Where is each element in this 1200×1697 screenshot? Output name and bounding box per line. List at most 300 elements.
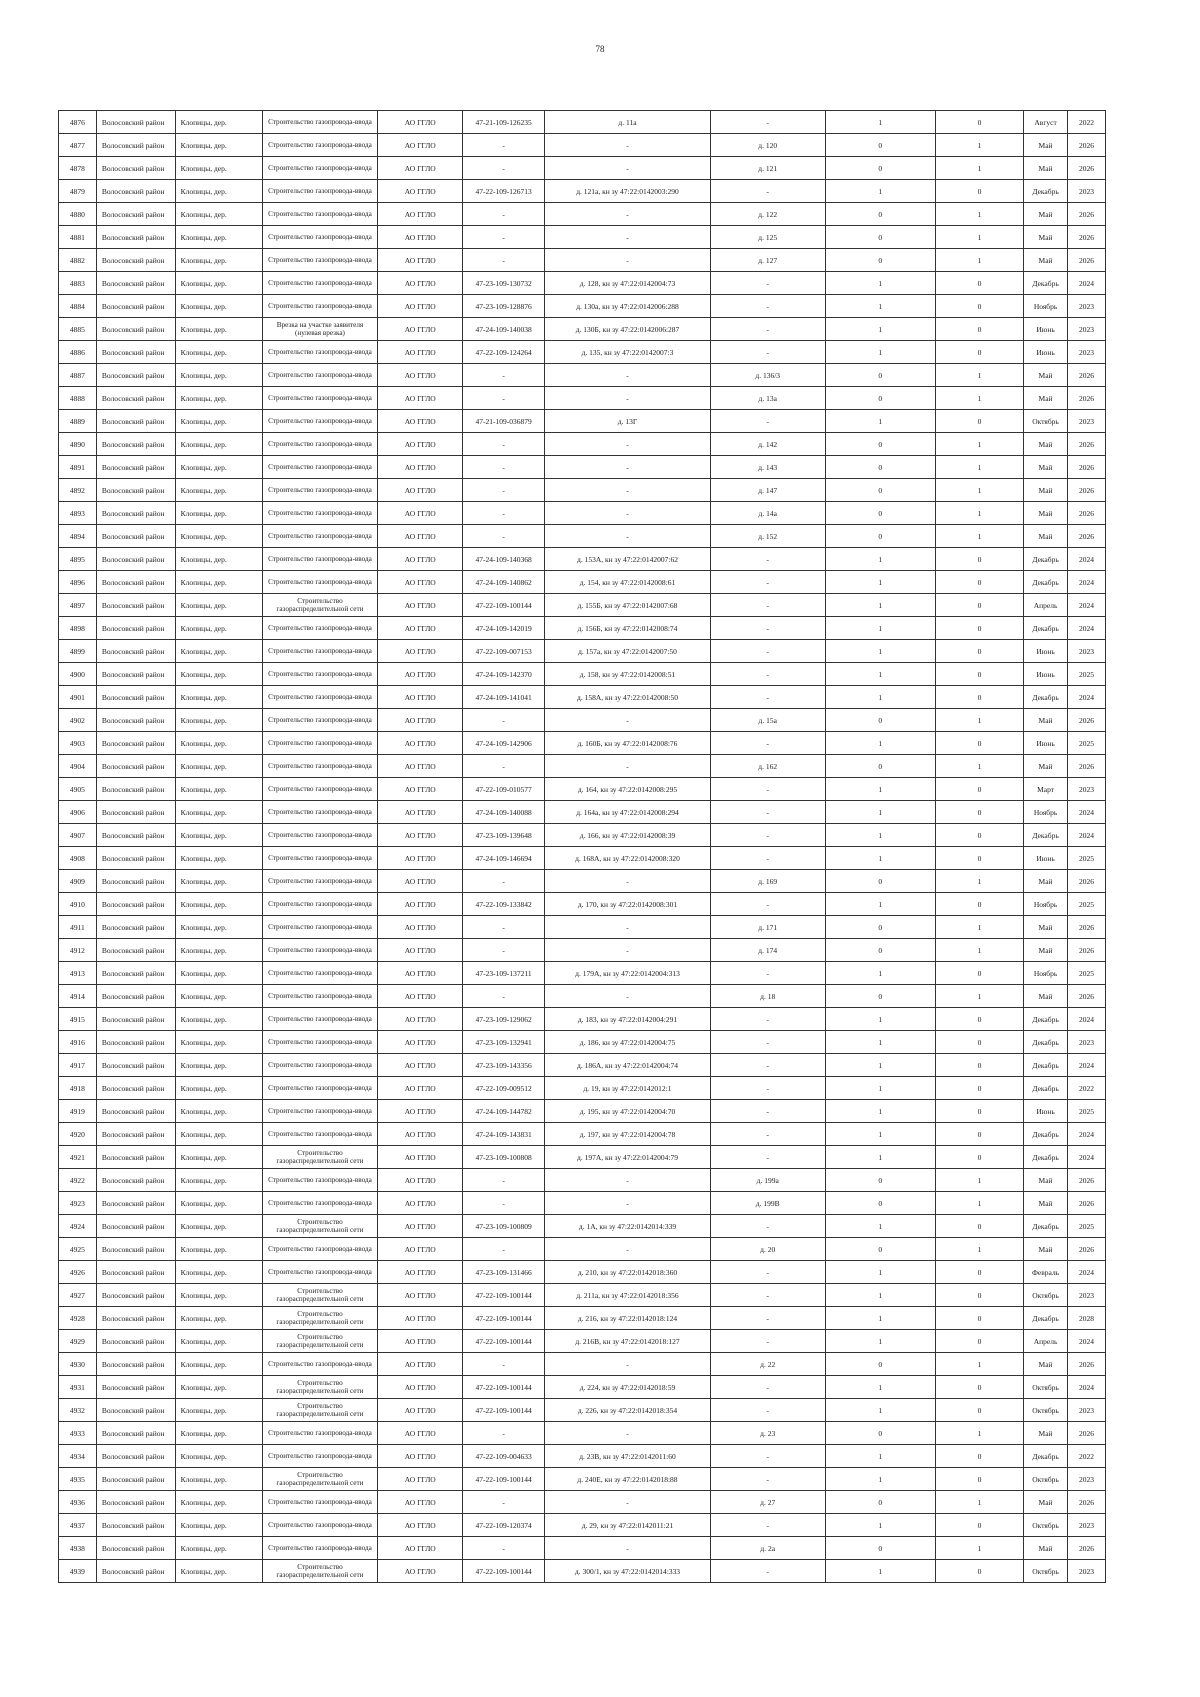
address-cell: д. 29, кн зу 47:22:0142011:21 xyxy=(545,1514,711,1537)
count-a-cell: 1 xyxy=(825,663,936,686)
plan-address-cell: - xyxy=(710,1399,825,1422)
plan-address-cell: - xyxy=(710,893,825,916)
table-row xyxy=(59,962,1106,985)
month-cell: Май xyxy=(1024,456,1068,479)
contract-number-cell: 47-23-109-139648 xyxy=(463,824,545,847)
count-a-cell: 0 xyxy=(825,985,936,1008)
address-cell: - xyxy=(545,1192,711,1215)
count-a-cell: 1 xyxy=(825,571,936,594)
month-cell: Май xyxy=(1024,134,1068,157)
settlement-cell: Клопицы, дер. xyxy=(175,548,262,571)
row-number-cell: 4879 xyxy=(59,180,97,203)
table-row xyxy=(59,1376,1106,1399)
count-b-cell: 0 xyxy=(936,893,1024,916)
work-type-cell: Строительство газопровода-ввода xyxy=(262,663,378,686)
district-cell: Волосовский район xyxy=(96,1123,175,1146)
count-b-cell: 0 xyxy=(936,594,1024,617)
address-cell: д. 153А, кн зу 47:22:0142007:62 xyxy=(545,548,711,571)
count-a-cell: 0 xyxy=(825,249,936,272)
row-number-cell: 4935 xyxy=(59,1468,97,1491)
count-b-cell: 0 xyxy=(936,847,1024,870)
contract-number-cell: - xyxy=(463,1491,545,1514)
table-row xyxy=(59,364,1106,387)
district-cell: Волосовский район xyxy=(96,1353,175,1376)
month-cell: Декабрь xyxy=(1024,1077,1068,1100)
table-row xyxy=(59,663,1106,686)
contract-number-cell: 47-22-109-010577 xyxy=(463,778,545,801)
year-cell: 2026 xyxy=(1068,709,1106,732)
contract-number-cell: 47-22-109-124264 xyxy=(463,341,545,364)
work-type-cell: Строительство газораспределительной сети xyxy=(262,1376,378,1399)
year-cell: 2024 xyxy=(1068,1261,1106,1284)
settlement-cell: Клопицы, дер. xyxy=(175,1169,262,1192)
count-a-cell: 1 xyxy=(825,594,936,617)
settlement-cell: Клопицы, дер. xyxy=(175,893,262,916)
row-number-cell: 4937 xyxy=(59,1514,97,1537)
row-number-cell: 4910 xyxy=(59,893,97,916)
district-cell: Волосовский район xyxy=(96,157,175,180)
row-number-cell: 4922 xyxy=(59,1169,97,1192)
address-cell: д. 158, кн зу 47:22:0142008:51 xyxy=(545,663,711,686)
month-cell: Май xyxy=(1024,755,1068,778)
district-cell: Волосовский район xyxy=(96,1330,175,1353)
count-b-cell: 1 xyxy=(936,364,1024,387)
settlement-cell: Клопицы, дер. xyxy=(175,1468,262,1491)
count-a-cell: 1 xyxy=(825,640,936,663)
organization-cell: АО ГГЛО xyxy=(378,203,463,226)
count-b-cell: 1 xyxy=(936,1238,1024,1261)
year-cell: 2023 xyxy=(1068,295,1106,318)
year-cell: 2026 xyxy=(1068,985,1106,1008)
settlement-cell: Клопицы, дер. xyxy=(175,1031,262,1054)
settlement-cell: Клопицы, дер. xyxy=(175,939,262,962)
row-number-cell: 4925 xyxy=(59,1238,97,1261)
district-cell: Волосовский район xyxy=(96,1261,175,1284)
count-b-cell: 1 xyxy=(936,1169,1024,1192)
year-cell: 2023 xyxy=(1068,180,1106,203)
address-cell: д. 186А, кн зу 47:22:0142004:74 xyxy=(545,1054,711,1077)
row-number-cell: 4882 xyxy=(59,249,97,272)
count-b-cell: 0 xyxy=(936,111,1024,134)
year-cell: 2024 xyxy=(1068,571,1106,594)
count-a-cell: 0 xyxy=(825,709,936,732)
month-cell: Июнь xyxy=(1024,1100,1068,1123)
contract-number-cell: 47-22-109-100144 xyxy=(463,1376,545,1399)
address-cell: - xyxy=(545,916,711,939)
work-type-cell: Строительство газопровода-ввода xyxy=(262,180,378,203)
plan-address-cell: д. 121 xyxy=(710,157,825,180)
year-cell: 2023 xyxy=(1068,1399,1106,1422)
contract-number-cell: 47-24-109-140368 xyxy=(463,548,545,571)
contract-number-cell: - xyxy=(463,939,545,962)
organization-cell: АО ГГЛО xyxy=(378,433,463,456)
district-cell: Волосовский район xyxy=(96,272,175,295)
row-number-cell: 4897 xyxy=(59,594,97,617)
plan-address-cell: - xyxy=(710,617,825,640)
work-type-cell: Строительство газопровода-ввода xyxy=(262,272,378,295)
contract-number-cell: - xyxy=(463,249,545,272)
count-a-cell: 1 xyxy=(825,1445,936,1468)
row-number-cell: 4926 xyxy=(59,1261,97,1284)
year-cell: 2024 xyxy=(1068,1008,1106,1031)
table-row xyxy=(59,295,1106,318)
organization-cell: АО ГГЛО xyxy=(378,479,463,502)
district-cell: Волосовский район xyxy=(96,364,175,387)
work-type-cell: Строительство газопровода-ввода xyxy=(262,1192,378,1215)
work-type-cell: Строительство газопровода-ввода xyxy=(262,387,378,410)
settlement-cell: Клопицы, дер. xyxy=(175,663,262,686)
district-cell: Волосовский район xyxy=(96,134,175,157)
organization-cell: АО ГГЛО xyxy=(378,571,463,594)
year-cell: 2023 xyxy=(1068,1284,1106,1307)
contract-number-cell: - xyxy=(463,1422,545,1445)
organization-cell: АО ГГЛО xyxy=(378,1330,463,1353)
month-cell: Декабрь xyxy=(1024,1146,1068,1169)
district-cell: Волосовский район xyxy=(96,180,175,203)
work-type-cell: Строительство газораспределительной сети xyxy=(262,1284,378,1307)
row-number-cell: 4901 xyxy=(59,686,97,709)
contract-number-cell: 47-22-109-120374 xyxy=(463,1514,545,1537)
work-type-cell: Строительство газопровода-ввода xyxy=(262,709,378,732)
table-row xyxy=(59,1192,1106,1215)
contract-number-cell: 47-24-109-142370 xyxy=(463,663,545,686)
table-row xyxy=(59,272,1106,295)
work-type-cell: Строительство газопровода-ввода xyxy=(262,824,378,847)
count-a-cell: 0 xyxy=(825,157,936,180)
month-cell: Май xyxy=(1024,226,1068,249)
table-row xyxy=(59,617,1106,640)
address-cell: д. 164, кн зу 47:22:0142008:295 xyxy=(545,778,711,801)
district-cell: Волосовский район xyxy=(96,1238,175,1261)
table-row xyxy=(59,1123,1106,1146)
settlement-cell: Клопицы, дер. xyxy=(175,1330,262,1353)
count-a-cell: 1 xyxy=(825,801,936,824)
count-b-cell: 1 xyxy=(936,939,1024,962)
district-cell: Волосовский район xyxy=(96,1468,175,1491)
district-cell: Волосовский район xyxy=(96,1054,175,1077)
row-number-cell: 4921 xyxy=(59,1146,97,1169)
settlement-cell: Клопицы, дер. xyxy=(175,387,262,410)
organization-cell: АО ГГЛО xyxy=(378,985,463,1008)
settlement-cell: Клопицы, дер. xyxy=(175,410,262,433)
count-b-cell: 0 xyxy=(936,778,1024,801)
table-row xyxy=(59,249,1106,272)
address-cell: - xyxy=(545,433,711,456)
settlement-cell: Клопицы, дер. xyxy=(175,1399,262,1422)
address-cell: - xyxy=(545,157,711,180)
district-cell: Волосовский район xyxy=(96,617,175,640)
organization-cell: АО ГГЛО xyxy=(378,295,463,318)
organization-cell: АО ГГЛО xyxy=(378,1537,463,1560)
settlement-cell: Клопицы, дер. xyxy=(175,1491,262,1514)
count-b-cell: 1 xyxy=(936,1537,1024,1560)
count-b-cell: 0 xyxy=(936,1560,1024,1583)
work-type-cell: Строительство газопровода-ввода xyxy=(262,1422,378,1445)
address-cell: д. 216, кн зу 47:22:0142018:124 xyxy=(545,1307,711,1330)
count-b-cell: 1 xyxy=(936,387,1024,410)
organization-cell: АО ГГЛО xyxy=(378,1146,463,1169)
year-cell: 2023 xyxy=(1068,1468,1106,1491)
plan-address-cell: д. 142 xyxy=(710,433,825,456)
row-number-cell: 4891 xyxy=(59,456,97,479)
contract-number-cell: 47-22-109-100144 xyxy=(463,1284,545,1307)
settlement-cell: Клопицы, дер. xyxy=(175,433,262,456)
plan-address-cell: - xyxy=(710,1100,825,1123)
work-type-cell: Строительство газораспределительной сети xyxy=(262,1146,378,1169)
contract-number-cell: 47-22-109-004633 xyxy=(463,1445,545,1468)
organization-cell: АО ГГЛО xyxy=(378,1376,463,1399)
plan-address-cell: - xyxy=(710,847,825,870)
year-cell: 2023 xyxy=(1068,778,1106,801)
settlement-cell: Клопицы, дер. xyxy=(175,1560,262,1583)
table-row xyxy=(59,1399,1106,1422)
row-number-cell: 4915 xyxy=(59,1008,97,1031)
month-cell: Июнь xyxy=(1024,663,1068,686)
contract-number-cell: - xyxy=(463,916,545,939)
contract-number-cell: 47-23-109-100809 xyxy=(463,1215,545,1238)
month-cell: Апрель xyxy=(1024,594,1068,617)
plan-address-cell: - xyxy=(710,1284,825,1307)
address-cell: д. 166, кн зу 47:22:0142008:39 xyxy=(545,824,711,847)
row-number-cell: 4894 xyxy=(59,525,97,548)
settlement-cell: Клопицы, дер. xyxy=(175,1215,262,1238)
settlement-cell: Клопицы, дер. xyxy=(175,525,262,548)
month-cell: Июнь xyxy=(1024,847,1068,870)
organization-cell: АО ГГЛО xyxy=(378,1031,463,1054)
year-cell: 2022 xyxy=(1068,1077,1106,1100)
organization-cell: АО ГГЛО xyxy=(378,1353,463,1376)
table-row xyxy=(59,525,1106,548)
count-a-cell: 1 xyxy=(825,1307,936,1330)
organization-cell: АО ГГЛО xyxy=(378,502,463,525)
organization-cell: АО ГГЛО xyxy=(378,663,463,686)
row-number-cell: 4900 xyxy=(59,663,97,686)
plan-address-cell: д. 20 xyxy=(710,1238,825,1261)
work-type-cell: Строительство газопровода-ввода xyxy=(262,847,378,870)
row-number-cell: 4924 xyxy=(59,1215,97,1238)
district-cell: Волосовский район xyxy=(96,433,175,456)
contract-number-cell: - xyxy=(463,157,545,180)
month-cell: Ноябрь xyxy=(1024,801,1068,824)
contract-number-cell: 47-24-109-146694 xyxy=(463,847,545,870)
address-cell: д. 1А, кн зу 47:22:0142014:339 xyxy=(545,1215,711,1238)
settlement-cell: Клопицы, дер. xyxy=(175,180,262,203)
district-cell: Волосовский район xyxy=(96,410,175,433)
plan-address-cell: - xyxy=(710,1031,825,1054)
district-cell: Волосовский район xyxy=(96,1215,175,1238)
plan-address-cell: - xyxy=(710,594,825,617)
count-a-cell: 0 xyxy=(825,1422,936,1445)
work-type-cell: Строительство газопровода-ввода xyxy=(262,456,378,479)
count-b-cell: 1 xyxy=(936,203,1024,226)
year-cell: 2026 xyxy=(1068,203,1106,226)
organization-cell: АО ГГЛО xyxy=(378,1100,463,1123)
address-cell: д. 216В, кн зу 47:22:0142018:127 xyxy=(545,1330,711,1353)
address-cell: д. 210, кн зу 47:22:0142018:360 xyxy=(545,1261,711,1284)
plan-address-cell: д. 2а xyxy=(710,1537,825,1560)
contract-number-cell: - xyxy=(463,226,545,249)
count-a-cell: 0 xyxy=(825,525,936,548)
contract-number-cell: - xyxy=(463,479,545,502)
table-row xyxy=(59,456,1106,479)
table-row xyxy=(59,1008,1106,1031)
row-number-cell: 4893 xyxy=(59,502,97,525)
settlement-cell: Клопицы, дер. xyxy=(175,1123,262,1146)
year-cell: 2025 xyxy=(1068,663,1106,686)
district-cell: Волосовский район xyxy=(96,709,175,732)
table-row xyxy=(59,778,1106,801)
month-cell: Ноябрь xyxy=(1024,893,1068,916)
month-cell: Май xyxy=(1024,985,1068,1008)
row-number-cell: 4931 xyxy=(59,1376,97,1399)
count-b-cell: 1 xyxy=(936,479,1024,502)
table-row xyxy=(59,1422,1106,1445)
row-number-cell: 4896 xyxy=(59,571,97,594)
contract-number-cell: 47-22-109-126713 xyxy=(463,180,545,203)
work-type-cell: Строительство газопровода-ввода xyxy=(262,732,378,755)
contract-number-cell: - xyxy=(463,134,545,157)
contract-number-cell: 47-21-109-126235 xyxy=(463,111,545,134)
month-cell: Май xyxy=(1024,1192,1068,1215)
year-cell: 2025 xyxy=(1068,893,1106,916)
contract-number-cell: 47-22-109-100144 xyxy=(463,1330,545,1353)
row-number-cell: 4939 xyxy=(59,1560,97,1583)
work-type-cell: Строительство газопровода-ввода xyxy=(262,226,378,249)
count-a-cell: 0 xyxy=(825,364,936,387)
count-a-cell: 0 xyxy=(825,502,936,525)
table-row xyxy=(59,686,1106,709)
address-cell: д. 128, кн зу 47:22:0142004:73 xyxy=(545,272,711,295)
work-type-cell: Строительство газораспределительной сети xyxy=(262,1399,378,1422)
month-cell: Май xyxy=(1024,1353,1068,1376)
count-b-cell: 1 xyxy=(936,456,1024,479)
contract-number-cell: 47-22-109-100144 xyxy=(463,594,545,617)
row-number-cell: 4912 xyxy=(59,939,97,962)
plan-address-cell: - xyxy=(710,1307,825,1330)
year-cell: 2026 xyxy=(1068,870,1106,893)
count-a-cell: 0 xyxy=(825,755,936,778)
work-type-cell: Строительство газопровода-ввода xyxy=(262,410,378,433)
organization-cell: АО ГГЛО xyxy=(378,709,463,732)
year-cell: 2026 xyxy=(1068,433,1106,456)
row-number-cell: 4919 xyxy=(59,1100,97,1123)
plan-address-cell: - xyxy=(710,663,825,686)
plan-address-cell: д. 169 xyxy=(710,870,825,893)
address-cell: - xyxy=(545,939,711,962)
work-type-cell: Строительство газопровода-ввода xyxy=(262,1123,378,1146)
plan-address-cell: д. 27 xyxy=(710,1491,825,1514)
month-cell: Декабрь xyxy=(1024,1307,1068,1330)
address-cell: - xyxy=(545,709,711,732)
month-cell: Июнь xyxy=(1024,640,1068,663)
contract-number-cell: 47-24-109-142019 xyxy=(463,617,545,640)
row-number-cell: 4888 xyxy=(59,387,97,410)
count-a-cell: 1 xyxy=(825,893,936,916)
work-type-cell: Строительство газопровода-ввода xyxy=(262,1514,378,1537)
table-row xyxy=(59,1514,1106,1537)
plan-address-cell: - xyxy=(710,180,825,203)
district-cell: Волосовский район xyxy=(96,502,175,525)
month-cell: Декабрь xyxy=(1024,571,1068,594)
organization-cell: АО ГГЛО xyxy=(378,686,463,709)
organization-cell: АО ГГЛО xyxy=(378,1008,463,1031)
address-cell: - xyxy=(545,1422,711,1445)
settlement-cell: Клопицы, дер. xyxy=(175,318,262,341)
organization-cell: АО ГГЛО xyxy=(378,847,463,870)
organization-cell: АО ГГЛО xyxy=(378,1077,463,1100)
settlement-cell: Клопицы, дер. xyxy=(175,594,262,617)
settlement-cell: Клопицы, дер. xyxy=(175,1537,262,1560)
table-row xyxy=(59,1491,1106,1514)
plan-address-cell: - xyxy=(710,778,825,801)
count-a-cell: 0 xyxy=(825,226,936,249)
count-b-cell: 0 xyxy=(936,1123,1024,1146)
district-cell: Волосовский район xyxy=(96,341,175,364)
month-cell: Май xyxy=(1024,249,1068,272)
contract-number-cell: - xyxy=(463,387,545,410)
plan-address-cell: д. 174 xyxy=(710,939,825,962)
month-cell: Октябрь xyxy=(1024,410,1068,433)
settlement-cell: Клопицы, дер. xyxy=(175,1077,262,1100)
address-cell: - xyxy=(545,755,711,778)
row-number-cell: 4881 xyxy=(59,226,97,249)
count-a-cell: 0 xyxy=(825,203,936,226)
address-cell: - xyxy=(545,525,711,548)
organization-cell: АО ГГЛО xyxy=(378,1284,463,1307)
count-b-cell: 0 xyxy=(936,732,1024,755)
count-b-cell: 0 xyxy=(936,341,1024,364)
count-a-cell: 1 xyxy=(825,1261,936,1284)
count-a-cell: 0 xyxy=(825,1238,936,1261)
month-cell: Май xyxy=(1024,1238,1068,1261)
count-a-cell: 1 xyxy=(825,410,936,433)
table-row xyxy=(59,387,1106,410)
district-cell: Волосовский район xyxy=(96,548,175,571)
row-number-cell: 4885 xyxy=(59,318,97,341)
organization-cell: АО ГГЛО xyxy=(378,525,463,548)
address-cell: - xyxy=(545,1169,711,1192)
settlement-cell: Клопицы, дер. xyxy=(175,1445,262,1468)
table-row xyxy=(59,1215,1106,1238)
row-number-cell: 4890 xyxy=(59,433,97,456)
count-a-cell: 0 xyxy=(825,1169,936,1192)
month-cell: Май xyxy=(1024,916,1068,939)
table-row xyxy=(59,1100,1106,1123)
work-type-cell: Строительство газопровода-ввода xyxy=(262,111,378,134)
count-a-cell: 1 xyxy=(825,1031,936,1054)
count-a-cell: 0 xyxy=(825,433,936,456)
address-cell: д. 130Б, кн зу 47:22:0142006:287 xyxy=(545,318,711,341)
count-b-cell: 0 xyxy=(936,640,1024,663)
count-a-cell: 1 xyxy=(825,962,936,985)
month-cell: Май xyxy=(1024,433,1068,456)
address-cell: д. 183, кн зу 47:22:0142004:291 xyxy=(545,1008,711,1031)
address-cell: д. 130а, кн зу 47:22:0142006:288 xyxy=(545,295,711,318)
work-type-cell: Строительство газопровода-ввода xyxy=(262,1100,378,1123)
count-a-cell: 1 xyxy=(825,1077,936,1100)
contract-number-cell: 47-24-109-143831 xyxy=(463,1123,545,1146)
settlement-cell: Клопицы, дер. xyxy=(175,272,262,295)
count-b-cell: 1 xyxy=(936,755,1024,778)
address-cell: - xyxy=(545,226,711,249)
count-a-cell: 0 xyxy=(825,479,936,502)
row-number-cell: 4898 xyxy=(59,617,97,640)
settlement-cell: Клопицы, дер. xyxy=(175,985,262,1008)
address-cell: д. 11а xyxy=(545,111,711,134)
settlement-cell: Клопицы, дер. xyxy=(175,456,262,479)
organization-cell: АО ГГЛО xyxy=(378,226,463,249)
settlement-cell: Клопицы, дер. xyxy=(175,341,262,364)
